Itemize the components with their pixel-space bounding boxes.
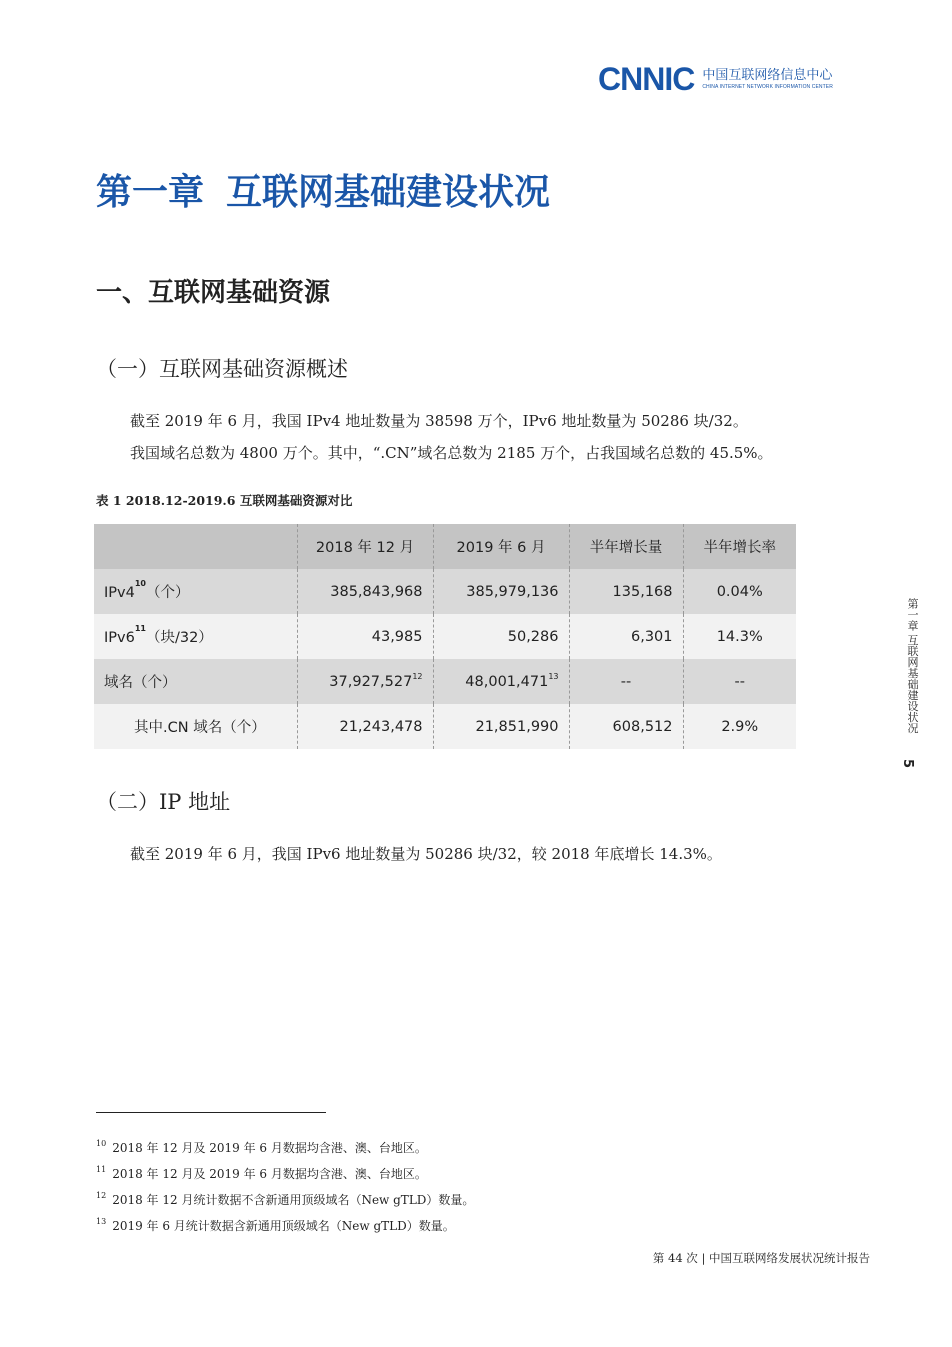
table-cell: 385,979,136 [433, 569, 569, 614]
table-cell: 0.04% [683, 569, 796, 614]
chapter-title [96, 164, 550, 215]
table-cell: -- [569, 659, 683, 704]
table-header-row [94, 524, 796, 569]
resource-comparison-table [94, 524, 796, 749]
logo-text [702, 68, 833, 91]
footnote-ref: 13 [548, 671, 559, 681]
chapter-name: 互联网基础建设状况 [226, 171, 551, 213]
footnote: $^{10}$ 2018 年 12 月及 2019 年 6 月数据均含港、澳、台地区。 [96, 1139, 427, 1155]
footnote: $^{13}$ 2019 年 6 月统计数据含新通用顶级域名（New gTLD）数量。 [96, 1217, 455, 1233]
table-header-cell: 2019 年 6 月 [433, 524, 569, 569]
subsection-2-paragraph: 截至 2019 年 6 月，我国 IPv6 地址数量为 50286 块/32，较 2018 年底增长 14.3%。 [130, 845, 722, 863]
table-cell: 2.9% [683, 704, 796, 749]
table-cell: 48,001,471$^{13}$ [433, 659, 569, 704]
table-cell: 37,927,527$^{12}$ [297, 659, 433, 704]
logo-mark: CNNIC [598, 61, 695, 97]
table-header-cell: 2018 年 12 月 [297, 524, 433, 569]
table-cell: -- [683, 659, 796, 704]
table-row [94, 704, 796, 749]
chapter-number: 第一章 [96, 171, 205, 213]
table-caption: 表 1 2018.12-2019.6 互联网基础资源对比 [96, 493, 353, 508]
table-cell: 21,243,478 [297, 704, 433, 749]
table-cell: 50,286 [433, 614, 569, 659]
cnnic-logo [598, 61, 833, 97]
logo-cn-name: 中国互联网络信息中心 [702, 67, 833, 83]
row-label: 域名（个） [94, 659, 297, 704]
footnote-ref: 11 [134, 624, 146, 633]
page-footer: 第 44 次 | 中国互联网络发展状况统计报告 [652, 1251, 870, 1265]
section-title: 一、互联网基础资源 [96, 278, 331, 308]
table-cell: 14.3% [683, 614, 796, 659]
side-page-number: 5 [900, 758, 916, 769]
table-header-cell: 半年增长量 [569, 524, 683, 569]
footnote-ref: 12 [412, 671, 423, 681]
subsection-1-title: （一）互联网基础资源概述 [96, 357, 348, 381]
row-label: IPv4$^{10}$（个） [94, 569, 297, 614]
subsection-2-title: （二）IP 地址 [96, 790, 231, 814]
footnote: $^{12}$ 2018 年 12 月统计数据不含新通用顶级域名（New gTLD）数量。 [96, 1191, 475, 1207]
table-cell: 21,851,990 [433, 704, 569, 749]
footnote-divider [96, 1112, 326, 1113]
footnote-ref: 10 [134, 579, 146, 588]
table-cell: 43,985 [297, 614, 433, 659]
table-cell: 385,843,968 [297, 569, 433, 614]
table-cell: 608,512 [569, 704, 683, 749]
table-row [94, 659, 796, 704]
row-label: 其中.CN 域名（个） [94, 704, 297, 749]
table-header-cell [94, 524, 297, 569]
logo-en-name: CHINA INTERNET NETWORK INFORMATION CENTER [702, 83, 833, 90]
table-row [94, 614, 796, 659]
table-header-cell: 半年增长率 [683, 524, 796, 569]
side-chapter-label: 第一章 互联网基础建设状况 [906, 598, 919, 734]
table-cell: 6,301 [569, 614, 683, 659]
subsection-1-paragraph-line-2: 我国域名总数为 4800 万个。其中，“.CN”域名总数为 2185 万个，占我国域名总数的 45.5%。 [130, 444, 773, 462]
subsection-1-paragraph-line-1: 截至 2019 年 6 月，我国 IPv4 地址数量为 38598 万个，IPv6 地址数量为 50286 块/32。 [130, 412, 748, 430]
row-label: IPv6$^{11}$（块/32） [94, 614, 297, 659]
footnote: $^{11}$ 2018 年 12 月及 2019 年 6 月数据均含港、澳、台地区。 [96, 1165, 427, 1181]
table-cell: 135,168 [569, 569, 683, 614]
table-row [94, 569, 796, 614]
